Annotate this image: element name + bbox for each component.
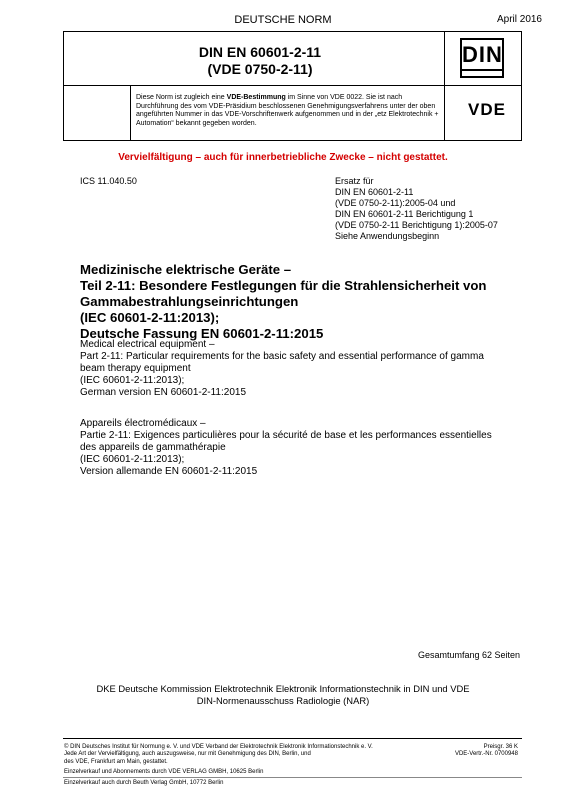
sales-info-vde: Einzelverkauf und Abonnements durch VDE VERLAG GMBH, 10625 Berlin [64,769,264,775]
vde-note-part1: Diese Norm ist zugleich eine [136,94,227,101]
total-pages: Gesamtumfang 62 Seiten [417,650,520,660]
replacement-line: DIN EN 60601-2-11 [335,187,414,197]
ics-code: ICS 11.040.50 [80,176,137,186]
title-english-line: German version EN 60601-2-11:2015 [80,387,247,398]
committee-line: DIN-Normenausschuss Radiologie (NAR) [196,695,370,706]
title-english-line: beam therapy equipment [80,363,191,374]
title-english [80,339,530,399]
replacement-line: Ersatz für [335,176,374,186]
din-logo-bar [462,69,502,71]
replacement-line: (VDE 0750-2-11 Berichtigung 1):2005-07 [335,220,498,230]
header-title: DEUTSCHE NORM [234,14,332,26]
title-german-line: Medizinische elektrische Geräte – [80,262,292,277]
replacement-info [335,176,498,242]
frame-bottom-line [63,140,522,141]
title-french-line: Appareils électromédicaux – [80,418,206,429]
sales-info-beuth: Einzelverkauf auch durch Beuth Verlag GmbH, 10772 Berlin [64,780,224,786]
vde-note [136,94,441,128]
header-date: April 2016 [496,14,542,25]
vde-logo: VDE [468,100,506,119]
title-english-line: Part 2-11: Particular requirements for the basic safety and essential performance of gamma [80,351,484,362]
title-french-line: (IEC 60601-2-11:2013); [80,454,185,465]
vde-number: (VDE 0750-2-11) [207,61,313,77]
copyright-notice [64,744,373,766]
title-french-line: Partie 2-11: Exigences particulières pour la sécurité de base et les performances essentielles [80,430,492,441]
footer-divider [63,738,522,739]
title-german-line: (IEC 60601-2-11:2013); [80,310,220,325]
replacement-line: (VDE 0750-2-11):2005-04 und [335,198,456,208]
frame-mid-line [63,85,522,86]
title-french-line: Version allemande EN 60601-2-11:2015 [80,466,258,477]
frame-right-line [521,31,522,141]
title-german-line: Gammabestrahlungseinrichtungen [80,294,299,309]
copyright-line: © DIN Deutsches Institut für Normung e. V. und VDE Verband der Elektrotechnik Elektronik Informationstechnik e. V. [64,744,373,750]
frame-top-line [63,31,522,32]
price-info [455,744,518,759]
frame-logo-divider [444,31,445,141]
din-logo-text: DIN [462,42,503,67]
vde-note-bold: VDE-Bestimmung [226,94,286,101]
committee [0,683,566,707]
replacement-line: Siehe Anwendungsbeginn [335,231,440,241]
price-group: Preisgr. 36 K [483,744,518,750]
committee-line: DKE Deutsche Kommission Elektrotechnik Elektronik Informationstechnik in DIN und VDE [96,683,470,694]
title-english-line: Medical electrical equipment – [80,339,215,350]
title-german-line: Teil 2-11: Besondere Festlegungen für die Strahlensicherheit von [80,278,487,293]
din-logo [460,38,504,78]
sales-divider [63,777,522,778]
replacement-line: DIN EN 60601-2-11 Berichtigung 1 [335,209,474,219]
vde-note-part2: im Sinne von VDE 0022. Sie ist nach Durchführung des vom VDE-Präsidium beschlossenen Genehmigungsverfahrens unter der oben angeführten Nummer in das VDE-Vorschriftenwerk aufgenommen und in der „etz Elektrotechnik + Automation“ bekannt gegeben worden. [136,94,439,127]
frame-note-left-line [130,85,131,141]
reproduction-warning: Vervielfältigung – auch für innerbetriebliche Zwecke – nicht gestattet. [118,152,448,163]
title-french [80,418,530,478]
title-english-line: (IEC 60601-2-11:2013); [80,375,185,386]
copyright-line: Jede Art der Vervielfältigung, auch auszugsweise, nur mit Genehmigung des DIN, Berlin, und [64,751,311,758]
standard-number: DIN EN 60601-2-11 [198,44,322,60]
vde-distribution-number: VDE-Vertr.-Nr. 0700948 [454,751,518,758]
frame-left-line [63,31,64,141]
copyright-line: des VDE, Frankfurt am Main, gestattet. [64,758,168,765]
title-german [80,262,530,342]
title-german-line: Deutsche Fassung EN 60601-2-11:2015 [80,326,324,341]
title-french-line: des appareils de gammathérapie [80,442,226,453]
